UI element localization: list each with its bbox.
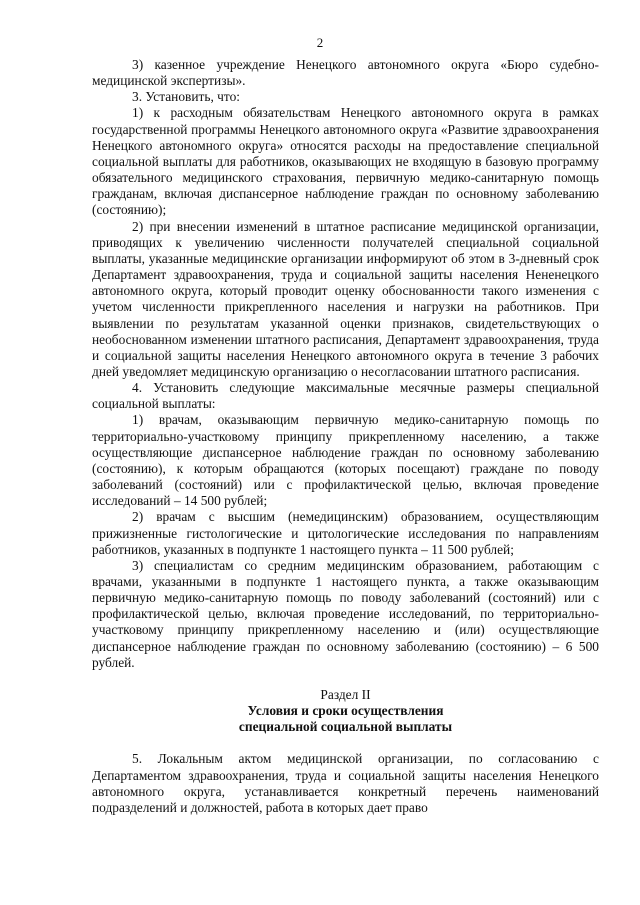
paragraph-clause-4-2: 2) врачам с высшим (немедицинским) образованием, осуществляющим прижизненные гистологические и цитологические исследования по направлениям работников, указанных в подпункте 1 настоящего пункта – 11 500 рублей; xyxy=(92,509,599,557)
paragraph-clause-4: 4. Установить следующие максимальные месячные размеры специальной социальной выплаты: xyxy=(92,380,599,412)
paragraph-clause-3: 3. Установить, что: xyxy=(132,89,240,105)
paragraph-item-3-3: 3) казенное учреждение Ненецкого автономного округа «Бюро судебно-медицинской экспертизы». xyxy=(92,57,599,89)
section-label: Раздел II xyxy=(320,686,371,702)
paragraph-clause-5: 5. Локальным актом медицинской организации, по согласованию с Департаментом здравоохранения, труда и социальной защиты населения Ненецкого автономного округа, устанавливается конкретный перечень наименований подразделений и должностей, работа в которых дает право xyxy=(92,751,599,815)
section-title-line-1: Условия и сроки осуществления xyxy=(247,703,444,719)
page-number: 2 xyxy=(316,35,324,50)
paragraph-clause-3-1: 1) к расходным обязательствам Ненецкого автономного округа в рамках государственной программы Ненецкого автономного округа «Развитие здравоохранения Ненецкого автономного округа» относятся расходы на предоставление специальной социальной выплаты для работников, оказывающих не входящую в базовую программу обязательного медицинского страхования, первичную медико-санитарную помощь гражданам, включая диспансерное наблюдение граждан по основному заболеванию (состоянию); xyxy=(92,105,599,218)
section-gap-after xyxy=(92,735,599,751)
document-body xyxy=(92,57,599,816)
paragraph-clause-4-1: 1) врачам, оказывающим первичную медико-санитарную помощь по территориально-участковому принципу прикрепленному населению, а также осуществляющие диспансерное наблюдение граждан по основному заболеванию (состоянию), к которым обращаются (которых посещают) граждане по поводу заболеваний (состояний) или с профилактической целью, включая проведение исследований – 14 500 рублей; xyxy=(92,412,599,509)
section-title-line-2: специальной социальной выплаты xyxy=(238,719,453,735)
paragraph-clause-3-2: 2) при внесении изменений в штатное расписание медицинской организации, приводящих к увеличению численности получателей специальной социальной выплаты, указанные медицинские организации информируют об этом в 3-дневный срок Департамент здравоохранения, труда и социальной защиты населения Нененецкого автономного округа, который проводит оценку обоснованности такого изменения с учетом численности прикрепленного населения и нагрузки на работников. При выявлении по результатам указанной оценки признаков, свидетельствующих о необоснованном изменении штатного расписания, Департамент здравоохранения, труда и социальной защиты населения Ненецкого автономного округа в течение 3 рабочих дней уведомляет медицинскую организацию о несогласовании штатного расписания. xyxy=(92,218,599,379)
paragraph-clause-4-3: 3) специалистам со средним медицинским образованием, работающим с врачами, указанными в подпункте 1 настоящего пункта, а также оказывающим первичную медико-санитарную помощь по поводу заболеваний (состояний) или с профилактической целью, включая проведение исследований, по территориально-участковому принципу прикрепленному населению и (или) осуществляющие диспансерное наблюдение граждан по основному заболеванию (состоянию) – 6 500 рублей. xyxy=(92,557,599,670)
section-gap xyxy=(92,671,599,687)
